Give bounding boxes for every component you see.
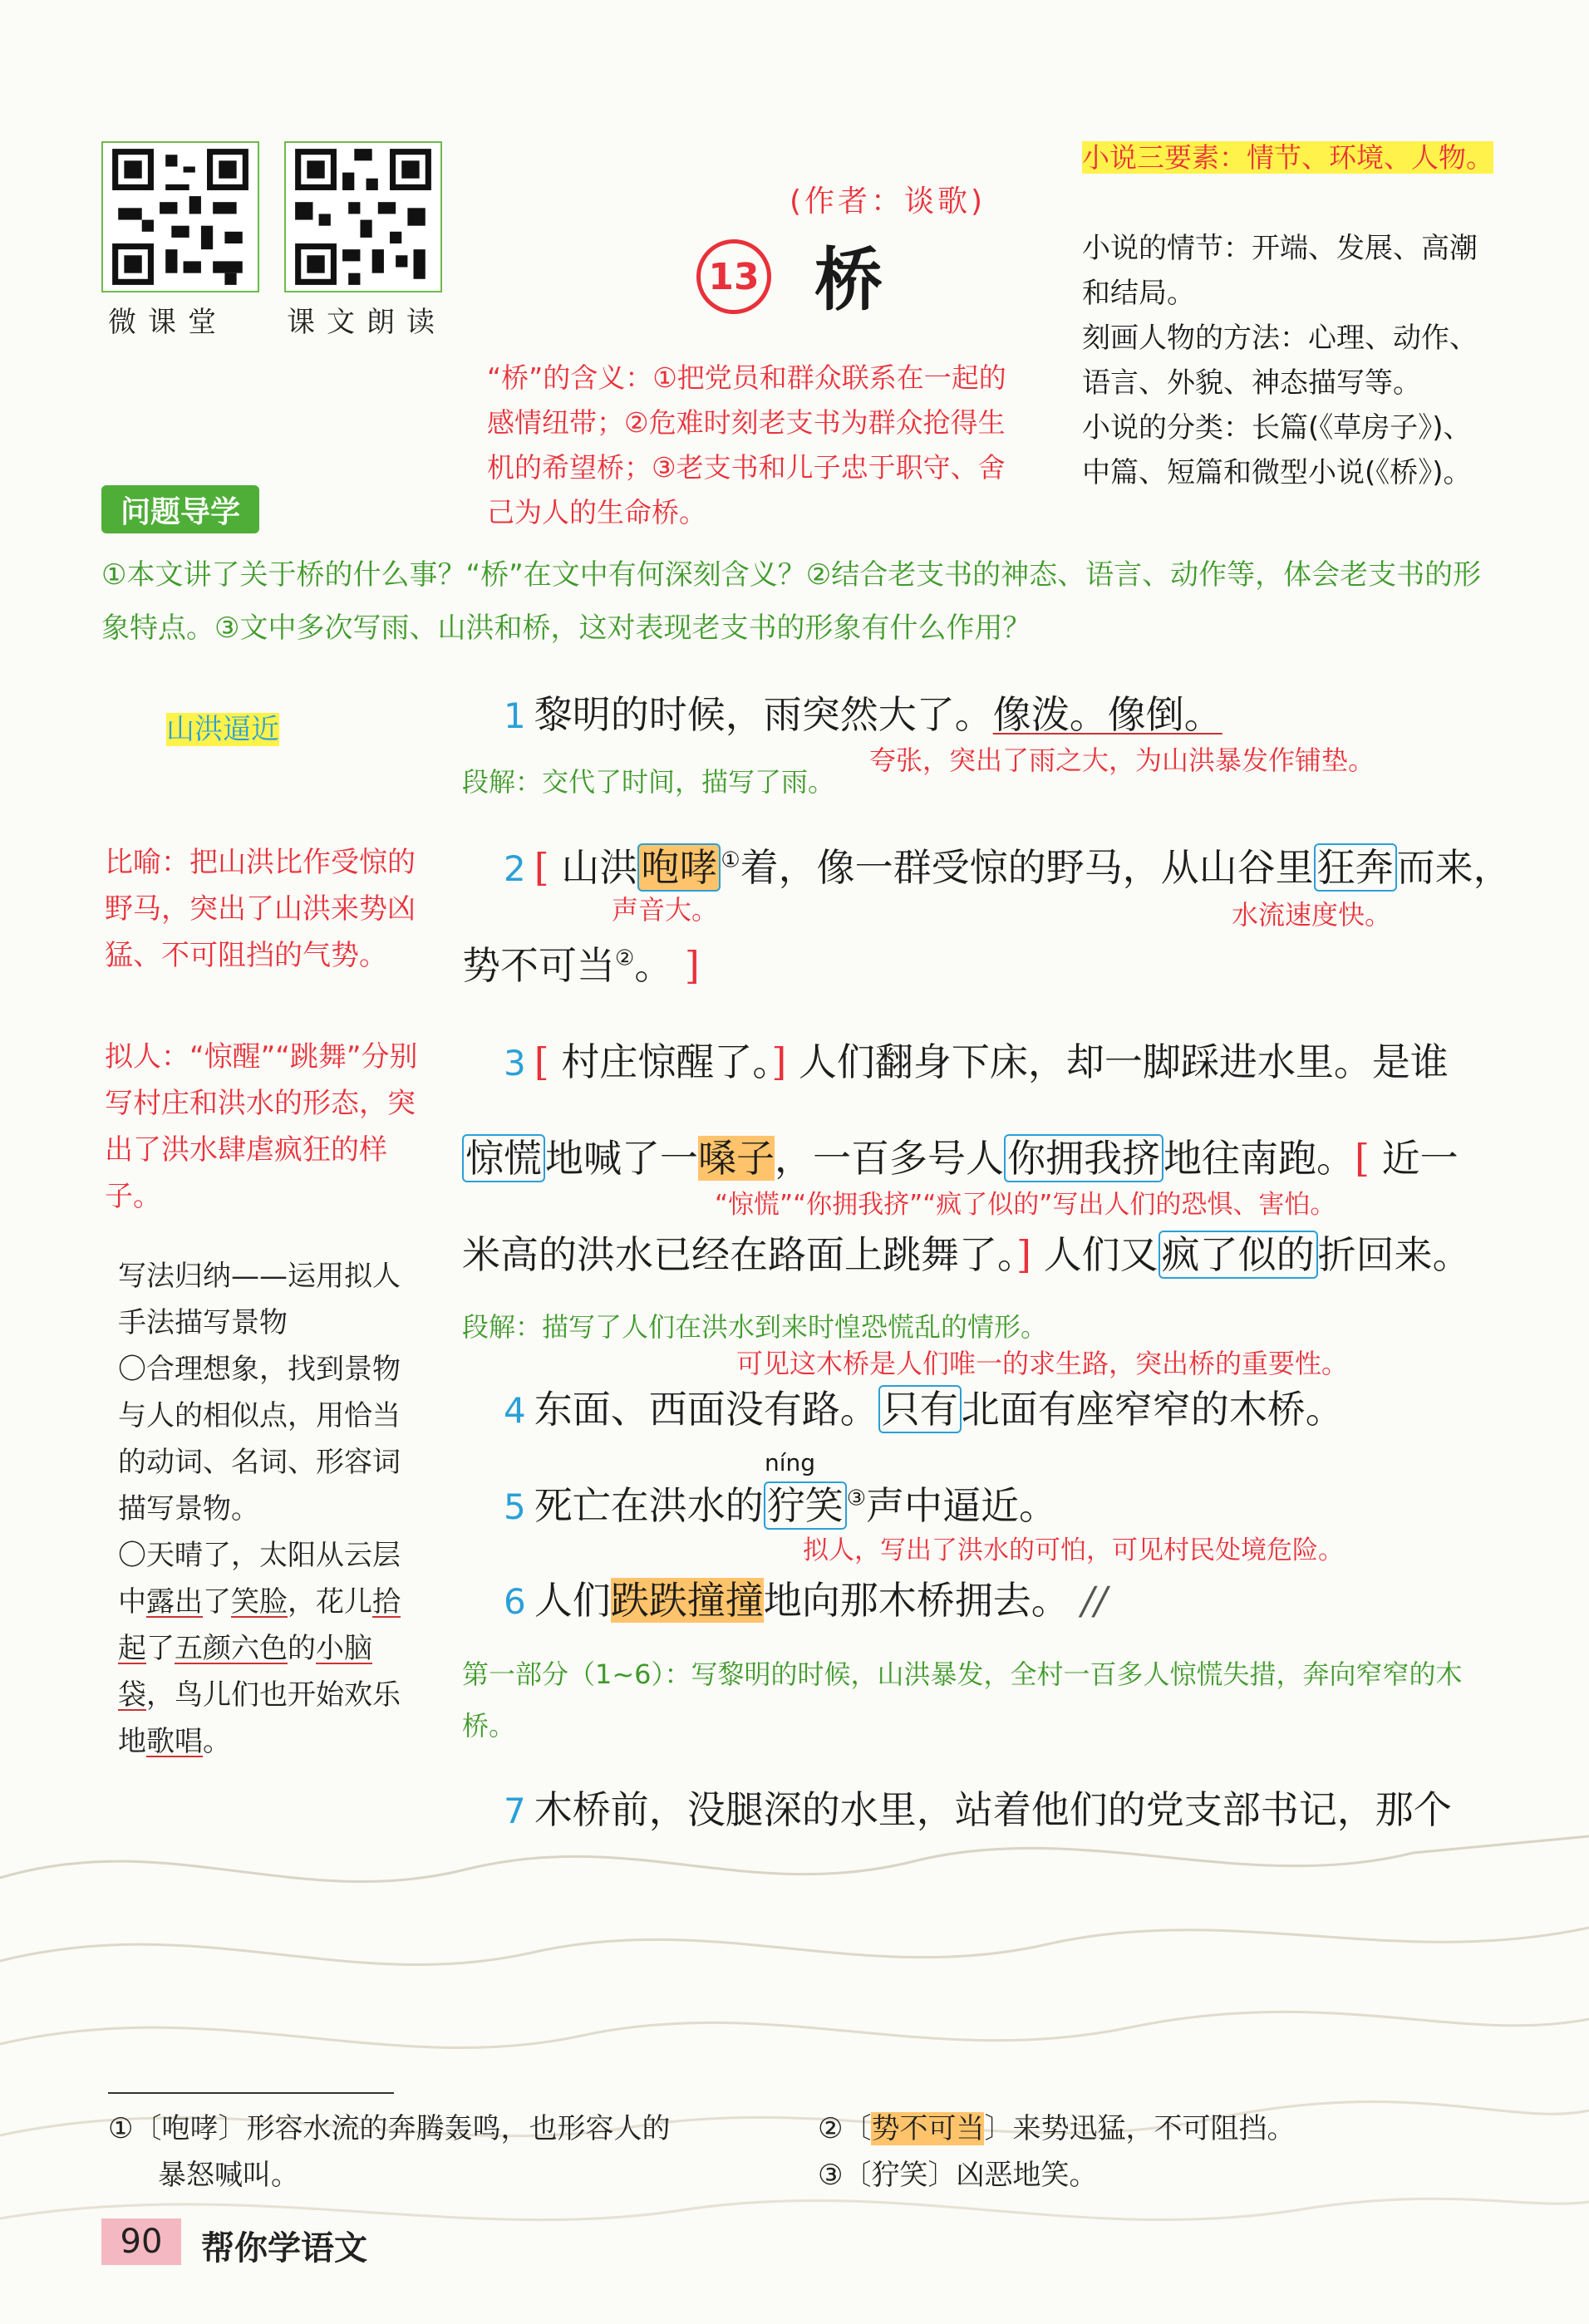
section-divider-mark: // — [1081, 1578, 1108, 1623]
novel-classification-note: 小说的分类：长篇(《草房子》)、中篇、短篇和微型小说(《桥》)。 — [1082, 411, 1472, 489]
paragraph-text: 声中逼近。 — [866, 1483, 1058, 1528]
danger-note: 拟人，写出了洪水的可怕，可见村民处境危险。 — [803, 1535, 1344, 1565]
paragraph-text: 米高的洪水已经在路面上跳舞了。 — [462, 1232, 1016, 1277]
paragraph-number: 7 — [504, 1791, 526, 1831]
writing-method-tip: 〇合理想象，找到景物与人的相似点，用恰当的动词、名词、形容词描写景物。 — [118, 1353, 401, 1526]
example-word: 拾起 — [118, 1585, 401, 1665]
paragraph-number: 3 — [504, 1043, 526, 1083]
text-reading-label: 课文朗读 — [287, 306, 446, 339]
plot-note: 小说的情节：开端、发展、高潮和结局。 — [1082, 232, 1478, 310]
word-diediezhuangzhuang: 跌跌撞撞 — [610, 1578, 764, 1623]
word-sangzi: 嗓子 — [698, 1136, 775, 1181]
paragraph-text: 地往南跑。 — [1163, 1136, 1355, 1181]
micro-class-qr-code[interactable] — [101, 141, 259, 292]
paragraph-text: 人们 — [534, 1578, 611, 1623]
footnote-3: ③〔狞笑〕凶恶地笑。 — [818, 2159, 1098, 2192]
bracket-close: ] — [672, 943, 700, 988]
fear-note: “惊慌”“你拥我挤”“疯了似的”写出人们的恐惧、害怕。 — [715, 1190, 1336, 1220]
paragraph-text: 地喊了一 — [545, 1136, 698, 1181]
word-ningxiao: 狞笑 — [764, 1481, 847, 1530]
footnote-text: ②〔 — [818, 2112, 872, 2145]
paragraph-text: 。 — [634, 943, 673, 988]
example-word: 歌唱 — [146, 1725, 203, 1758]
lesson-title: 桥 — [814, 241, 883, 320]
paragraph-number: 6 — [504, 1581, 526, 1622]
example-word: 露出 — [146, 1585, 203, 1619]
three-elements-note — [1082, 136, 1498, 179]
paragraph-text: 村庄惊醒了。 — [561, 1039, 772, 1084]
footnote-text: 〕来势迅猛，不可阻挡。 — [984, 2112, 1296, 2145]
paragraph-text: 黎明的时候，雨突然大了。 — [534, 692, 993, 737]
paragraph-text: 人们翻身下床，却一脚踩进水里。是谁 — [798, 1039, 1449, 1084]
footnote-2 — [818, 2105, 1295, 2152]
paragraph-text: ，一百多号人 — [775, 1136, 1004, 1181]
writing-method-example — [118, 1532, 419, 1765]
example-word: 小脑袋 — [118, 1632, 372, 1712]
bracket-open: [ — [534, 845, 549, 890]
bracket-close: ] — [771, 1039, 799, 1084]
exaggeration-note: 夸张，突出了雨之大，为山洪暴发作铺垫。 — [869, 744, 1375, 776]
paragraph-1-analysis: 段解：交代了时间，描写了雨。 — [462, 766, 835, 798]
example-text: ，鸟儿们也开始欢乐地 — [118, 1678, 401, 1758]
paragraph-3-line-3 — [462, 1225, 1471, 1280]
paragraph-2-line-2 — [462, 936, 700, 990]
paragraph-number: 5 — [504, 1486, 526, 1527]
part-one-summary: 第一部分（1~6）：写黎明的时候，山洪暴发，全村一百多人惊慌失措，奔向窄窄的木桥。 — [462, 1658, 1463, 1742]
micro-class-label: 微课堂 — [108, 306, 228, 339]
paragraph-text: 折回来。 — [1317, 1232, 1471, 1277]
paragraph-text: 近一 — [1381, 1136, 1459, 1181]
qr-code-icon — [286, 143, 440, 291]
pinyin-ning: níng — [765, 1449, 816, 1476]
footnote-1 — [108, 2105, 670, 2199]
paragraph-6 — [504, 1570, 1107, 1625]
example-text: 〇天晴了，太阳从云层中 — [118, 1539, 401, 1619]
three-elements-text: 小说三要素：情节、环境、人物。 — [1082, 141, 1493, 174]
example-text: 的 — [288, 1632, 316, 1665]
footnote-mark: ③ — [846, 1486, 867, 1511]
example-word: 笑脸 — [231, 1585, 288, 1619]
paragraph-3-analysis: 段解：描写了人们在洪水到来时惶恐慌乱的情形。 — [462, 1311, 1048, 1343]
paragraph-7 — [504, 1780, 1452, 1835]
paragraph-1 — [504, 685, 1222, 739]
paragraph-text: 北面有座窄窄的木桥。 — [961, 1387, 1344, 1432]
lesson-number-badge — [696, 239, 771, 314]
word-paoxiao: 咆哮 — [637, 843, 721, 892]
paragraph-5 — [504, 1476, 1057, 1530]
word-zhiyou: 只有 — [878, 1385, 962, 1433]
bracket-close: ] — [1016, 1232, 1044, 1277]
bridge-meaning-note: “桥”的含义：①把党员和群众联系在一起的感情纽带；②危难时刻老支书为群众抢得生机的希望桥；③老支书和儿子忠于职守、舍己为人的生命桥。 — [487, 361, 1006, 528]
footnote-term: 势不可当 — [871, 2112, 985, 2145]
character-methods-note: 刻画人物的方法：心理、动作、语言、外貌、神态描写等。 — [1082, 322, 1478, 400]
footnote-divider — [108, 2092, 394, 2094]
paragraph-number: 2 — [504, 848, 526, 889]
paragraph-number: 4 — [504, 1390, 526, 1431]
paragraph-number: 1 — [504, 695, 526, 736]
example-text: 了 — [203, 1585, 231, 1619]
footnote-mark: ② — [615, 946, 635, 971]
paragraph-3-line-1 — [504, 1032, 1449, 1087]
paragraph-text: 死亡在洪水的 — [534, 1483, 764, 1528]
page-number-badge — [101, 2218, 181, 2265]
word-fengleshide: 疯了似的 — [1159, 1231, 1318, 1279]
flood-approaching-text: 山洪逼近 — [166, 713, 279, 746]
footnote-mark: ① — [721, 848, 740, 873]
exaggeration-phrase: 像泼。像倒。 — [992, 692, 1222, 737]
paragraph-text: 而来， — [1396, 845, 1512, 890]
footnote-text: ①〔咆哮〕形容水流的奔腾轰鸣，也形容人的 — [108, 2112, 671, 2145]
loud-sound-note: 声音大。 — [612, 894, 719, 926]
paragraph-3-line-2 — [462, 1128, 1459, 1183]
footnote-text: 暴怒喊叫。 — [158, 2159, 299, 2192]
question-guide-text: ①本文讲了关于桥的什么事？“桥”在文中有何深刻含义？②结合老支书的神态、语言、动作等，体会老支书的形象特点。③文中多次写雨、山洪和桥，这对表现老支书的形象有什么作用？ — [101, 558, 1482, 645]
qr-code-icon — [103, 143, 258, 291]
paragraph-text: 着，像一群受惊的野马，从山谷里 — [740, 845, 1314, 890]
paragraph-text: 人们又 — [1043, 1232, 1159, 1277]
word-jinghuang: 惊慌 — [462, 1134, 545, 1182]
example-text: 了 — [146, 1632, 175, 1665]
bridge-importance-note: 可见这木桥是人们唯一的求生路，突出桥的重要性。 — [736, 1348, 1349, 1379]
paragraph-text: 地向那木桥拥去。 — [763, 1578, 1070, 1623]
writing-method-note — [118, 1253, 419, 1765]
author-line: (作者：谈歌) — [790, 184, 986, 219]
word-niyongwoji: 你拥我挤 — [1004, 1134, 1163, 1182]
paragraph-text: 山洪 — [561, 845, 638, 890]
bracket-open: [ — [534, 1039, 549, 1084]
paragraph-2-line-1 — [504, 838, 1512, 892]
paragraph-text: 木桥前，没腿深的水里，站着他们的党支部书记，那个 — [534, 1787, 1452, 1832]
bracket-open: [ — [1355, 1136, 1382, 1181]
personification-note: 拟人：“惊醒”“跳舞”分别写村庄和洪水的形态，突出了洪水肆虐疯狂的样子。 — [105, 1040, 418, 1213]
metaphor-note: 比喻：把山洪比作受惊的野马，突出了山洪来势凶猛、不可阻挡的气势。 — [105, 846, 416, 972]
paragraph-text: 东面、西面没有路。 — [534, 1387, 878, 1432]
question-guide-label: 问题导学 — [120, 494, 240, 529]
word-kuangben: 狂奔 — [1314, 843, 1397, 892]
example-text: 。 — [203, 1725, 231, 1758]
question-guide-badge — [101, 485, 259, 533]
lesson-number: 13 — [708, 255, 760, 298]
paragraph-text: 势不可当 — [462, 943, 615, 988]
page-number: 90 — [120, 2223, 163, 2261]
book-title: 帮你学语文 — [201, 2229, 367, 2267]
example-text: ，花儿 — [288, 1585, 372, 1619]
paragraph-4 — [504, 1379, 1344, 1434]
flood-approaching-note — [166, 706, 279, 747]
fast-flow-note: 水流速度快。 — [1232, 899, 1392, 931]
text-reading-qr-code[interactable] — [284, 141, 442, 292]
writing-method-title: 写法归纳——运用拟人手法描写景物 — [118, 1260, 401, 1339]
example-word: 五颜六色 — [175, 1632, 288, 1665]
